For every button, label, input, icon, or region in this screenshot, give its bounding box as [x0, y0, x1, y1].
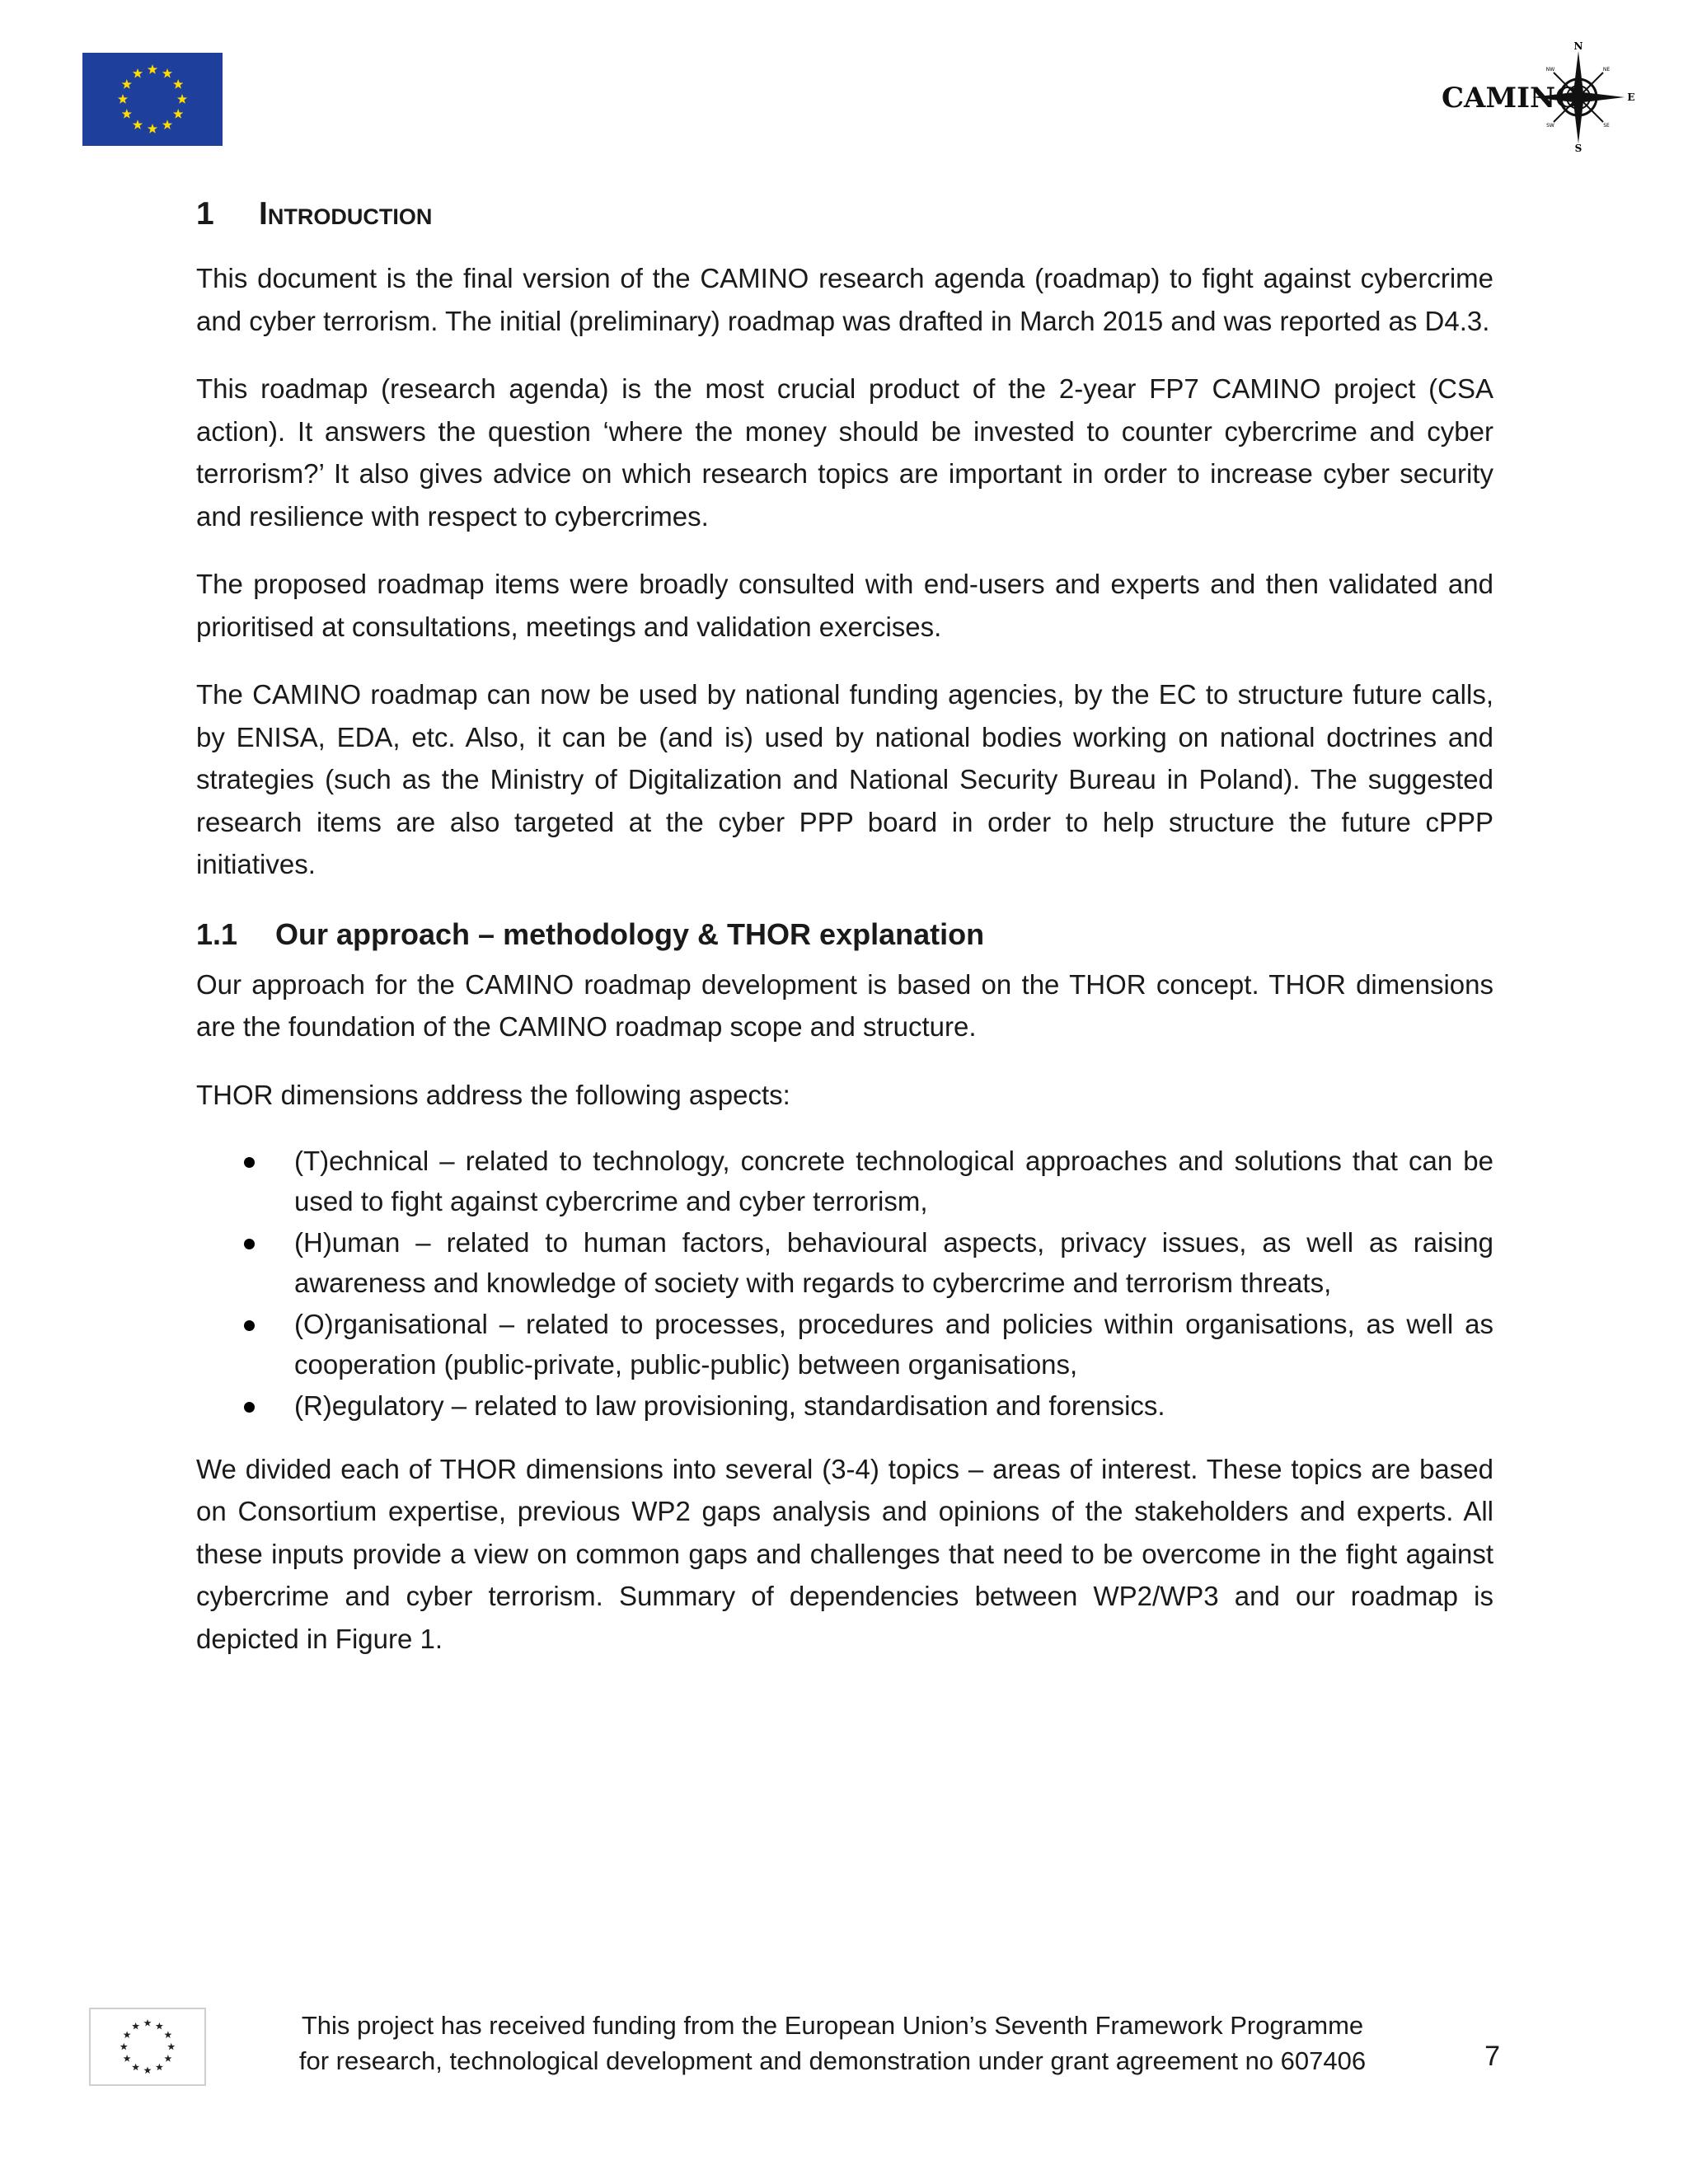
subsection-title: Our approach – methodology & THOR explanation — [275, 916, 985, 951]
list-item — [196, 1305, 1493, 1385]
page-number: 7 — [1484, 2041, 1500, 2072]
bullet-icon — [244, 1402, 255, 1413]
list-item-text: (R)egulatory – related to law provisioning, standardisation and forensics. — [294, 1390, 1165, 1421]
paragraph: This document is the final version of the CAMINO research agenda (roadmap) to fight against cybercrime and cyber terrorism. The initial (preliminary) roadmap was drafted in March 2015 and was reported as D4.3. — [196, 263, 1493, 336]
paragraph: The CAMINO roadmap can now be used by national funding agencies, by the EC to structure future calls, by ENISA, EDA, etc. Also, it can be (and is) used by national bodies working on national doctrines and strategies (such as the Ministry of Digitalization and National Security Bureau in Poland). The suggested research items are also targeted at the cyber PPP board in order to help structure the future cPPP initiatives. — [196, 679, 1493, 879]
paragraph: We divided each of THOR dimensions into several (3-4) topics – areas of interest. These topics are based on Consortium expertise, previous WP2 gaps analysis and opinions of the stakeholders and experts. All these inputs provide a view on common gaps and challenges that need to be overcome in the fight against cybercrime and cyber terrorism. Summary of dependencies between WP2/WP3 and our roadmap is depicted in Figure 1. — [196, 1453, 1493, 1654]
subsection-number: 1.1 — [196, 916, 238, 951]
funding-statement — [272, 2008, 1393, 2079]
eu-flag-icon — [82, 53, 223, 146]
compass-nw-label: NW — [1545, 67, 1555, 73]
bullet-icon — [244, 1157, 255, 1168]
list-item-text: (O)rganisational – related to processes, procedures and policies within organisations, as well as cooperation (public-private, public-public) between organisations, — [294, 1309, 1493, 1380]
section-number: 1 — [196, 196, 214, 232]
eu-emblem-icon — [89, 2008, 206, 2086]
bullet-icon — [244, 1320, 255, 1331]
paragraph: Our approach for the CAMINO roadmap development is based on the THOR concept. THOR dimensions are the foundation of the CAMINO roadmap scope and structure. — [196, 968, 1493, 1042]
bullet-icon — [244, 1239, 255, 1249]
compass-n-label: N — [1573, 41, 1583, 52]
compass-se-label: SE — [1603, 123, 1610, 129]
funding-line-2: for research, technological development and demonstration under grant agreement no 607406 — [298, 2046, 1367, 2075]
compass-s-label: S — [1574, 143, 1582, 153]
paragraph: THOR dimensions address the following aspects: — [196, 1079, 790, 1110]
camino-logo — [1438, 41, 1636, 153]
list-item — [196, 1223, 1493, 1303]
section-title: Introduction — [259, 196, 433, 232]
funding-line-1: This project has received funding from the European Union’s Seventh Framework Programme — [301, 2011, 1364, 2040]
logo-text: CAMINO — [1442, 82, 1580, 115]
thor-aspects-list — [196, 1141, 1493, 1427]
compass-ne-label: NE — [1602, 67, 1611, 73]
paragraph: The proposed roadmap items were broadly consulted with end-users and experts and then validated and prioritised at consultations, meetings and validation exercises. — [196, 569, 1493, 642]
section-heading — [196, 196, 1493, 232]
list-item — [196, 1386, 1493, 1427]
list-item-text: (T)echnical – related to technology, concrete technological approaches and solutions that can be used to fight against cybercrime and cyber terrorism, — [294, 1146, 1493, 1216]
paragraph: This roadmap (research agenda) is the most crucial product of the 2-year FP7 CAMINO project (CSA action). It answers the question ‘where the money should be invested to counter cybercrime and cyber terrorism?’ It also gives advice on which research topics are important in order to increase cyber security and resilience with respect to cybercrimes. — [196, 373, 1493, 532]
list-item — [196, 1141, 1493, 1221]
list-item-text: (H)uman – related to human factors, behavioural aspects, privacy issues, as well as raising awareness and knowledge of society with regards to cybercrime and terrorism threats, — [294, 1227, 1493, 1298]
main-content — [196, 196, 1493, 1685]
compass-e-label: E — [1627, 91, 1635, 103]
subsection-heading — [196, 917, 1493, 952]
compass-sw-label: SW — [1546, 123, 1554, 129]
